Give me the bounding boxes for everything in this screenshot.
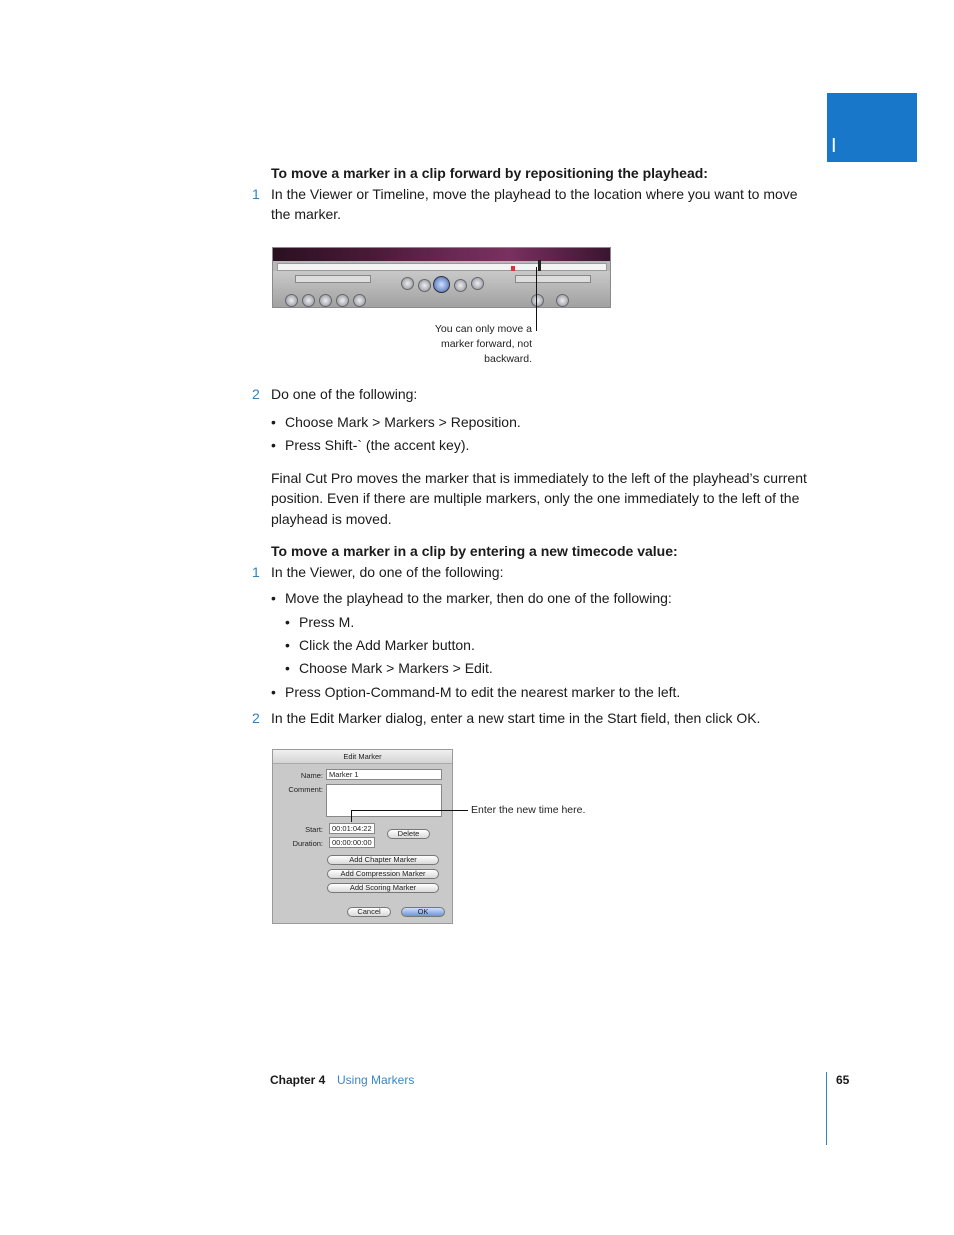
section1-bullet-2: Press Shift-` (the accent key).: [285, 437, 470, 453]
section2-sub-bullet-2: Click the Add Marker button.: [299, 637, 475, 653]
add-scoring-marker-button[interactable]: Add Scoring Marker: [327, 883, 439, 893]
bullet-dot: •: [271, 414, 276, 430]
section2-bullet-b: Press Option-Command-M to edit the nearest marker to the left.: [285, 684, 681, 700]
duration-field[interactable]: 00:00:00:00: [329, 837, 375, 848]
play-in-to-out-icon: [418, 279, 431, 292]
add-chapter-marker-button[interactable]: Add Chapter Marker: [327, 855, 439, 865]
prev-edit-icon: [401, 277, 414, 290]
section1-heading: To move a marker in a clip forward by repositioning the playhead:: [271, 165, 708, 181]
name-label: Name:: [300, 771, 323, 780]
edit-marker-dialog: [272, 749, 453, 924]
play-icon: [433, 276, 450, 293]
viewer-video-strip: [273, 248, 610, 261]
comment-label: Comment:: [288, 785, 323, 794]
name-field[interactable]: Marker 1: [326, 769, 442, 780]
jog-control: [515, 275, 591, 283]
section1-para-line1: Final Cut Pro moves the marker that is immediately to the left of the playhead’s current: [271, 470, 807, 486]
play-around-icon: [454, 279, 467, 292]
figure2-leader-vertical: [351, 810, 352, 822]
add-marker-icon: [336, 294, 349, 307]
bullet-dot: •: [271, 590, 276, 606]
next-edit-icon: [471, 277, 484, 290]
section1-para-line3: playhead is moved.: [271, 511, 392, 527]
footer-divider: [826, 1072, 827, 1145]
section1-step2-number: 2: [252, 386, 260, 402]
figure2-leader-horizontal: [351, 810, 468, 811]
sub-bullet-dot: •: [285, 637, 290, 653]
start-field[interactable]: 00:01:04:22: [329, 823, 375, 834]
page-number: 65: [836, 1073, 850, 1087]
generator-icon: [556, 294, 569, 307]
section2-step1-number: 1: [252, 564, 260, 580]
section1-step1-line2: the marker.: [271, 206, 342, 222]
viewer-scrubber-bar: [277, 263, 607, 271]
shuttle-control: [295, 275, 371, 283]
bullet-dot: •: [271, 684, 276, 700]
sub-bullet-dot: •: [285, 614, 290, 630]
section2-step1-text: In the Viewer, do one of the following:: [271, 564, 504, 580]
footer-chapter-title: Using Markers: [337, 1073, 415, 1087]
section1-step1-number: 1: [252, 186, 260, 202]
start-label: Start:: [305, 825, 323, 834]
mark-clip-icon: [302, 294, 315, 307]
delete-button[interactable]: Delete: [387, 829, 430, 839]
chapter-tab: [827, 93, 917, 162]
sub-bullet-dot: •: [285, 660, 290, 676]
section1-step2-text: Do one of the following:: [271, 386, 418, 402]
match-frame-icon: [285, 294, 298, 307]
dialog-title: Edit Marker: [273, 750, 452, 764]
section2-heading: To move a marker in a clip by entering a new timecode value:: [271, 543, 678, 559]
figure1-caption-line1: You can only move a: [434, 323, 532, 335]
viewer-screenshot: [272, 247, 611, 308]
ok-button[interactable]: OK: [401, 907, 445, 917]
figure1-caption-line3: backward.: [484, 353, 532, 365]
mark-in-icon: [353, 294, 366, 307]
section2-sub-bullet-3: Choose Mark > Markers > Edit.: [299, 660, 493, 676]
section1-step1-line1: In the Viewer or Timeline, move the playhead to the location where you want to move: [271, 186, 798, 202]
section2-step2-number: 2: [252, 710, 260, 726]
chapter-tab-label: I: [831, 135, 837, 157]
mark-out-icon: [531, 294, 544, 307]
footer-chapter: Chapter 4: [270, 1073, 326, 1087]
bullet-dot: •: [271, 437, 276, 453]
section1-bullet-1: Choose Mark > Markers > Reposition.: [285, 414, 521, 430]
add-compression-marker-button[interactable]: Add Compression Marker: [327, 869, 439, 879]
cancel-button[interactable]: Cancel: [347, 907, 391, 917]
add-keyframe-icon: [319, 294, 332, 307]
comment-field[interactable]: [326, 784, 442, 817]
section2-sub-bullet-1: Press M.: [299, 614, 355, 630]
figure2-caption: Enter the new time here.: [471, 804, 586, 816]
figure1-caption-line2: marker forward, not: [440, 338, 532, 350]
figure1-leader-line: [536, 267, 537, 331]
section1-para-line2: position. Even if there are multiple markers, only the one immediately to the left of the: [271, 490, 800, 506]
duration-label: Duration:: [292, 839, 323, 848]
section2-bullet-a: Move the playhead to the marker, then do one of the following:: [285, 590, 672, 606]
section2-step2-text: In the Edit Marker dialog, enter a new start time in the Start field, then click OK.: [271, 710, 761, 726]
